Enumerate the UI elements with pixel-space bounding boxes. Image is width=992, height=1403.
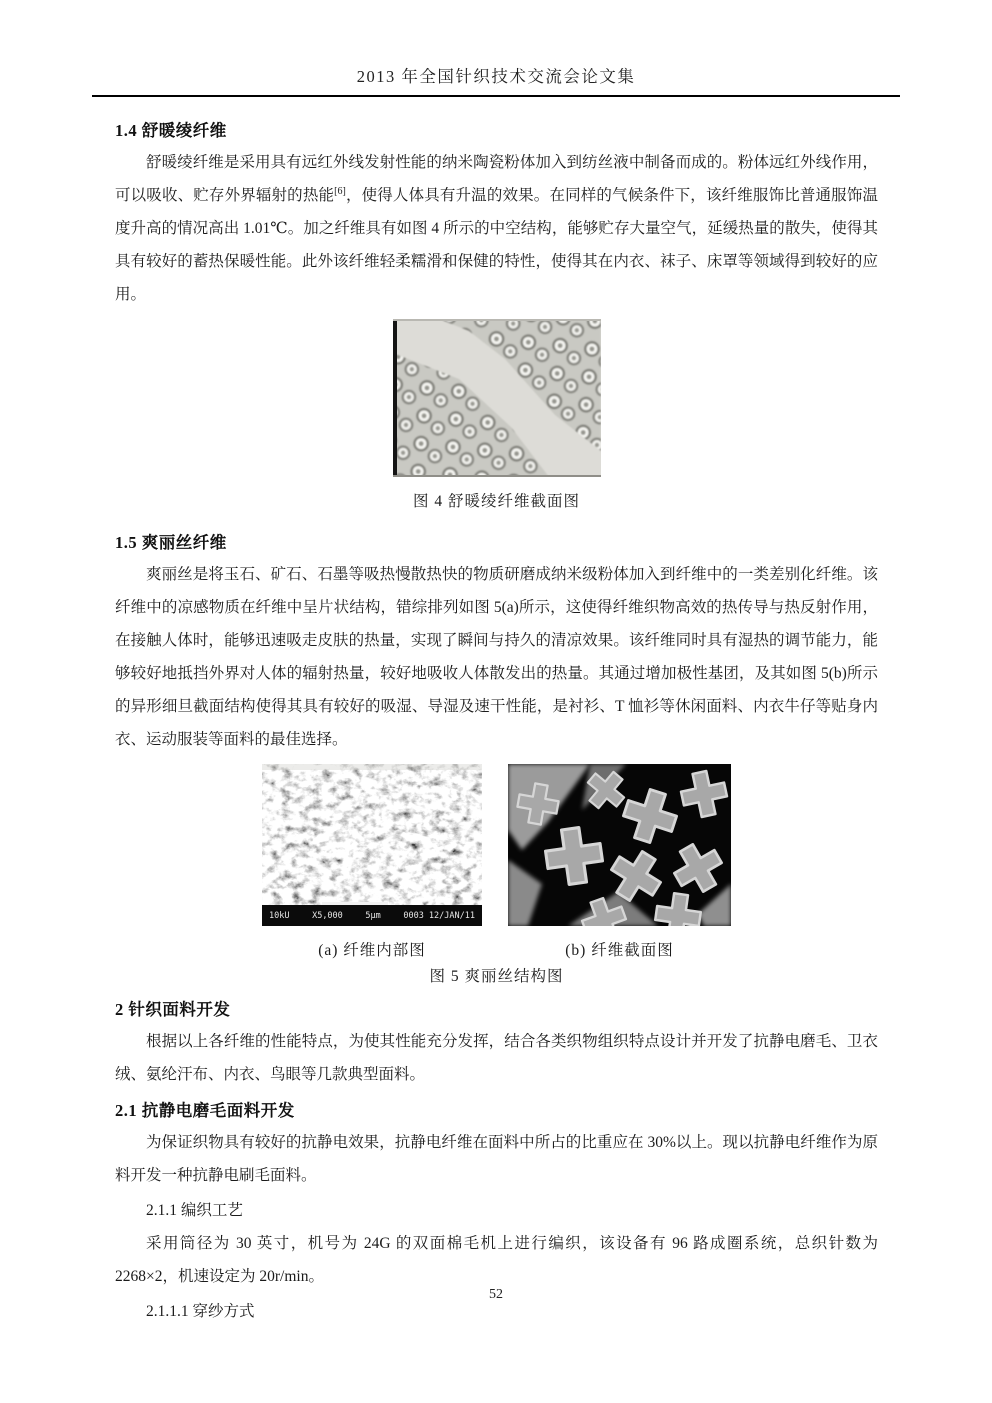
figure5-caption: 图 5 爽丽丝结构图 [429,968,564,985]
reference-6: [6] [334,185,346,197]
figure5a-image [262,764,482,926]
heading-2: 2 针织面料开发 [115,1000,231,1019]
heading-2-1-1: 2.1.1 编织工艺 [146,1202,243,1219]
figure4-micrograph-graphic [393,319,601,477]
paragraph-2-1-1: 采用筒径为 30 英寸，机号为 24G 的双面棉毛机上进行编织，该设备有 96 路成圈系统，总织针数为 2268×2，机速设定为 20r/min。 [115,1235,878,1285]
figure5b-image [508,764,731,926]
figure4-wrapper [115,319,878,477]
heading-2-1-1-1: 2.1.1.1 穿纱方式 [146,1303,255,1320]
paragraph-2: 根据以上各纤维的性能特点，为使其性能充分发挥，结合各类织物组织特点设计并开发了抗静电磨毛、卫衣绒、氨纶汗布、内衣、鸟眼等几款典型面料。 [115,1033,878,1083]
figure5b-sem-graphic [508,764,731,926]
heading-1-4: 1.4 舒暖绫纤维 [115,121,227,140]
paragraph-1-5: 爽丽丝是将玉石、矿石、石墨等吸热慢散热快的物质研磨成纳米级粉体加入到纤维中的一类差别化纤维。该纤维中的凉感物质在纤维中呈片状结构，错综排列如图 5(a)所示，这使得纤维织物高效的热传导与热反射作用，在接触人体时，能够迅速吸走皮肤的热量，实现了瞬间与持久的清凉效果。该纤维同时具有湿热的调节能力，能够较好地抵挡外界对人体的辐射热量，较好地吸收人体散发出的热量。其通过增加极性基团，及其如图 5(b)所示的异形细旦截面结构使得其具有较好的吸湿、导湿及速干性能，是衬衫、T 恤衫等休闲面料、内衣牛仔等贴身内衣、运动服装等面料的最佳选择。 [115,566,878,748]
paragraph-1-4 [115,146,878,311]
figure5a-column [262,764,482,960]
heading-2-1: 2.1 抗静电磨毛面料开发 [115,1101,295,1120]
figure5-wrapper [115,764,878,960]
content-column [0,117,992,1328]
figure4-caption: 图 4 舒暖绫纤维截面图 [412,493,580,510]
paragraph-1-4-text-cont: ，使得人体具有升温的效果。在同样的气候条件下，该纤维服饰比普通服饰温度升高的情况高出 1.01℃。加之纤维具有如图 4 所示的中空结构，能够贮存大量空气，延缓热量的散失，使得其具有较好的蓄热保暖性能。此外该纤维轻柔糯滑和保健的特性，使得其在内衣、袜子、床罩等领域得到较好的应用。 [115,187,878,303]
heading-1-5: 1.5 爽丽丝纤维 [115,533,227,552]
header-title: 2013 年全国针织技术交流会论文集 [356,67,636,86]
sem-scale-label: 5μm [365,910,381,921]
figure5a-sem-graphic [262,764,482,905]
paragraph-1-4-text: 舒暖绫纤维是采用具有远红外线发射性能的纳米陶瓷粉体加入到纺丝液中制备而成的。粉体远红外线作用，可以吸收、贮存外界辐射的热能 [115,154,878,204]
sem-info-bar [262,905,482,926]
page-header [0,0,992,97]
header-rule [92,95,900,97]
sem-voltage: 10kU [269,910,290,921]
sem-scale-bar [322,902,388,905]
sem-frame-date: 0003 12/JAN/11 [403,910,475,921]
figure5b-caption: (b) 纤维截面图 [565,942,674,959]
figure4-image [393,319,601,477]
page-number: 52 [489,1287,503,1302]
figure5b-column [508,764,731,960]
paragraph-2-1: 为保证织物具有较好的抗静电效果，抗静电纤维在面料中所占的比重应在 30%以上。现以抗静电纤维作为原料开发一种抗静电刷毛面料。 [115,1134,878,1184]
figure5a-caption: (a) 纤维内部图 [318,942,426,959]
sem-magnification: X5,000 [312,910,343,921]
